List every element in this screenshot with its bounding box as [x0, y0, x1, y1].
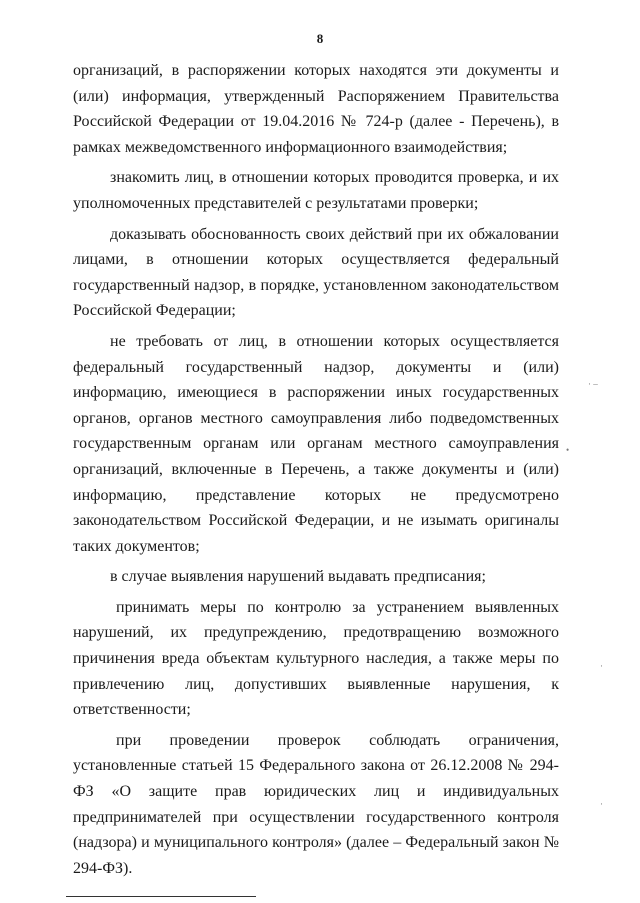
paragraph-continuation: организаций, в распоряжении которых находятся эти документы и (или) информация, утвержденный Распоряжением Правительства Российской Федерации от 19.04.2016 № 724-р (далее - Перечень), в рамках межведомственного информационного взаимодействия; — [73, 62, 559, 156]
document-body — [73, 58, 559, 886]
paragraph-take-measures: принимать меры по контролю за устранением выявленных нарушений, их предупреждению, предотвращению возможного причинения вреда объектам культурного наследия, а также меры по привлечению лиц, допустивших выявленные нарушения, к ответственности; — [73, 598, 559, 719]
page-number: 8 — [316, 31, 324, 46]
paragraph-not-require-documents: не требовать от лиц, в отношении которых осуществляется федеральный государственный надзор, документы и (или) информацию, имеющиеся в распоряжении иных государственных органов, органов местного самоуправления либо подведомственных государственным органам или органам местного самоуправления организаций, включенные в Перечень, а также документы и (или) информацию, представление которых не предусмотрено законодательством Российской Федерации, и не изымать оригиналы таких документов; — [73, 332, 559, 555]
footnote-rule — [66, 896, 256, 897]
margin-dot-mark: • — [566, 445, 570, 455]
paragraph-observe-restrictions: при проведении проверок соблюдать ограничения, установленные статьей 15 Федерального закона от 26.12.2008 № 294-ФЗ «О защите прав юридических лиц и индивидуальных предпринимателей при осуществлении государственного контроля (надзора) и муниципального контроля» (далее – Федеральный закон № 294-ФЗ). — [73, 731, 559, 877]
paragraph-issue-orders: в случае выявления нарушений выдавать предписания; — [110, 568, 486, 586]
margin-dot-mark: · – — [588, 379, 598, 389]
paragraph-familiarize: знакомить лиц, в отношении которых проводится проверка, и их уполномоченных представителей с результатами проверки; — [73, 169, 559, 212]
margin-dot-mark: · — [600, 799, 603, 809]
paragraph-prove-validity: доказывать обоснованность своих действий при их обжаловании лицами, в отношении которых осуществляется федеральный государственный надзор, в порядке, установленном законодательством Российской Федерации; — [73, 225, 559, 320]
margin-dot-mark: · — [600, 661, 603, 671]
